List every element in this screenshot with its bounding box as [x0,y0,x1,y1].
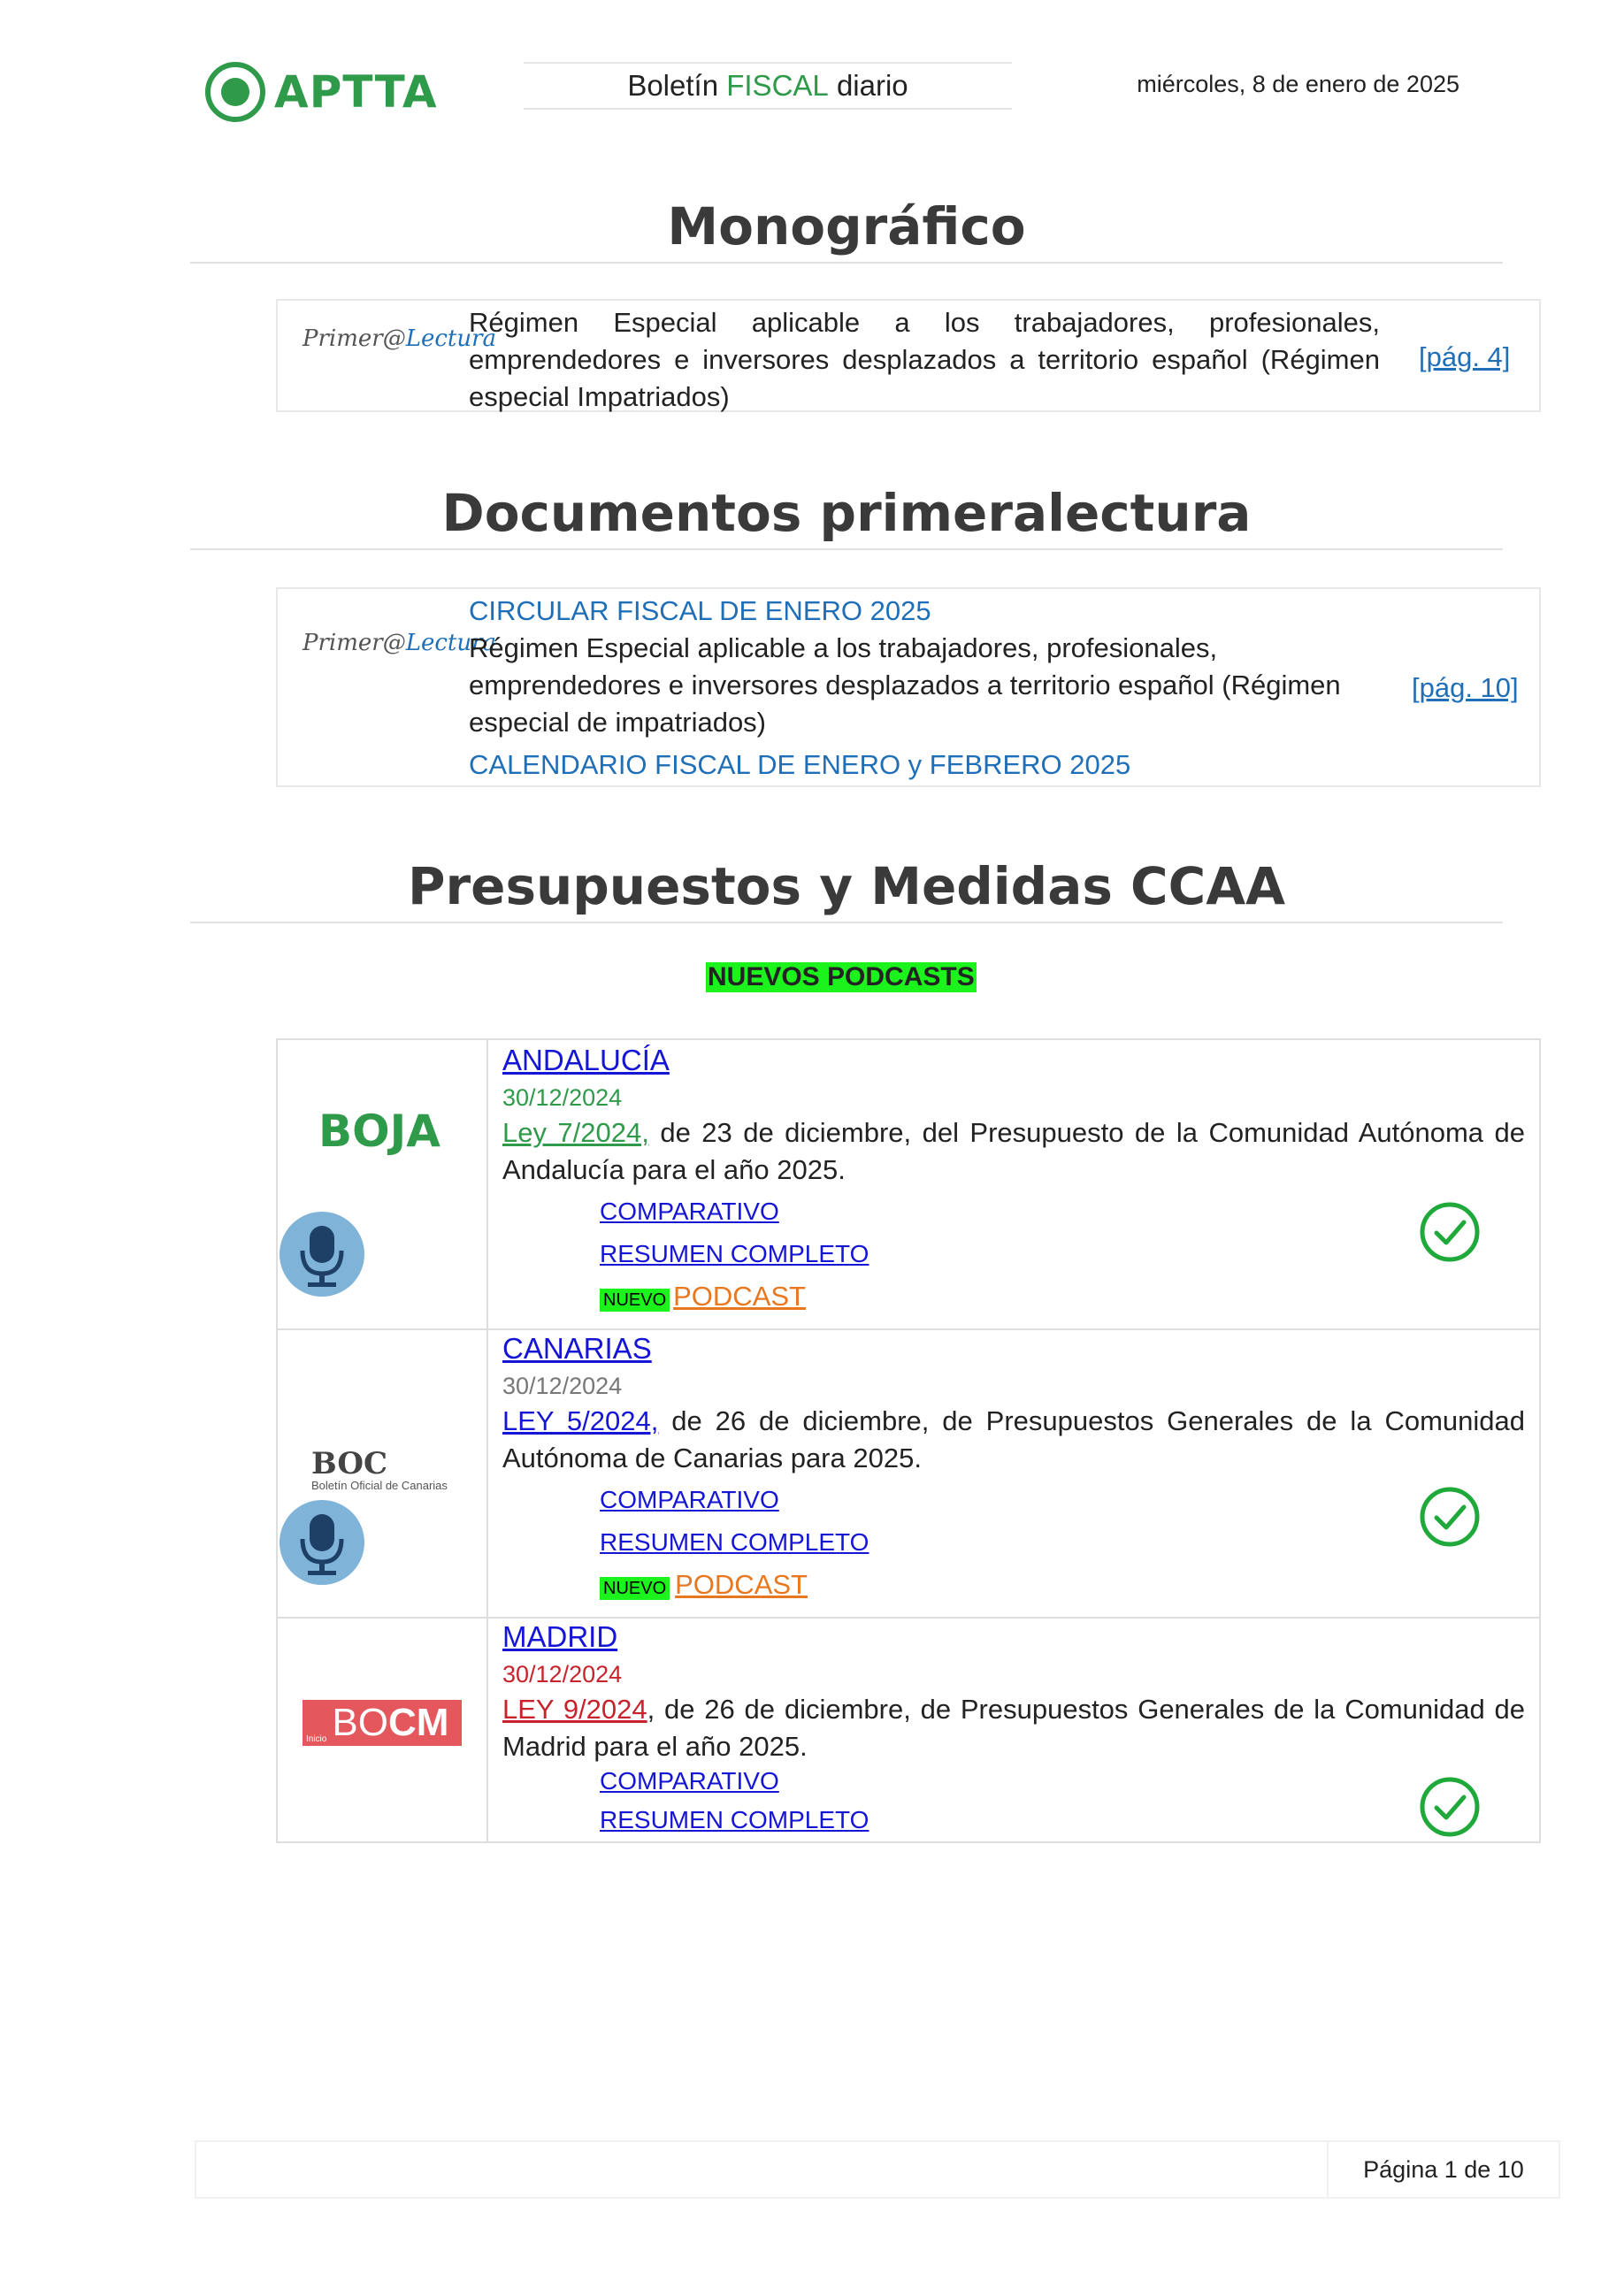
nuevos-podcasts-label: NUEVOS PODCASTS [708,962,975,991]
law-description: de 23 de diciembre, del Presupuesto de la Comunidad Autónoma de Andalucía para el año 2025. [502,1117,1525,1185]
region-link-canarias[interactable]: CANARIAS [502,1332,652,1365]
law-link[interactable]: LEY 5/2024, [502,1405,659,1436]
podcast-line [600,1281,806,1313]
bulletin-accent: FISCAL [726,69,829,102]
law-link[interactable]: Ley 7/2024, [502,1117,649,1148]
circular-fiscal-link[interactable]: CIRCULAR FISCAL DE ENERO 2025 [469,595,931,626]
page-number: Página 1 de 10 [1327,2140,1560,2199]
documentos-box [276,587,1541,787]
documentos-text: Régimen Especial aplicable a los trabajadores, profesionales, emprendedores e inversores desplazados a territorio español (Régimen especial de impatriados) [469,632,1341,738]
row-description [502,1691,1525,1765]
law-link[interactable]: LEY 9/2024 [502,1694,647,1725]
podcast-link[interactable]: PODCAST [673,1281,806,1312]
logo-text: APTTA [274,66,438,118]
row-description [502,1403,1525,1477]
podcast-line [600,1569,808,1601]
column-divider [486,1040,488,1841]
row-date: 30/12/2024 [502,1084,623,1111]
documentos-page-link[interactable]: [pág. 10] [1412,672,1519,703]
bulletin-title [524,62,1012,110]
podcast-link[interactable]: PODCAST [675,1569,808,1600]
section-title-monografico: Monográfico [190,196,1503,264]
primeralectura-logo [303,325,496,352]
comparativo-link[interactable]: COMPARATIVO [600,1486,779,1513]
row-date: 30/12/2024 [502,1661,623,1688]
bulletin-suffix: diario [828,69,908,102]
resumen-completo-link[interactable]: RESUMEN COMPLETO [600,1240,869,1267]
logo-lectura: Lectura [405,630,497,656]
section-title-presupuestos: Presupuestos y Medidas CCAA [190,856,1503,923]
check-circle-icon [1419,1201,1481,1263]
check-circle-icon [1419,1486,1481,1548]
resumen-completo-link[interactable]: RESUMEN COMPLETO [600,1806,869,1833]
row-date: 30/12/2024 [502,1373,623,1399]
row-description [502,1114,1525,1189]
nuevo-badge: NUEVO [600,1289,670,1312]
check-circle-icon [1419,1776,1481,1838]
region-link-andalucia[interactable]: ANDALUCÍA [502,1044,670,1076]
row-divider [278,1328,1539,1330]
bocm-logo-text-b: CM [387,1701,449,1744]
section-title-documentos: Documentos primeralectura [190,483,1503,550]
law-description: de 26 de diciembre, de Presupuestos Generales de la Comunidad Autónoma de Canarias para 2025. [502,1405,1526,1473]
boc-logo-subtext: Boletín Oficial de Canarias [311,1479,448,1492]
logo-lectura: Lectura [405,325,497,352]
resumen-completo-link[interactable]: RESUMEN COMPLETO [600,1528,869,1556]
law-description: , de 26 de diciembre, de Presupuestos Generales de la Comunidad de Madrid para el año 2025. [502,1694,1525,1762]
comparativo-link[interactable]: COMPARATIVO [600,1767,779,1795]
nuevo-badge: NUEVO [600,1577,670,1600]
calendario-fiscal-link[interactable]: CALENDARIO FISCAL DE ENERO y FEBRERO 2025 [469,749,1131,780]
aptta-logo [205,58,453,126]
logo-primer: Primer@ [303,630,406,656]
boc-logo-text: BOC [311,1446,388,1481]
comparativo-link[interactable]: COMPARATIVO [600,1198,779,1225]
microphone-icon [280,1212,364,1297]
monografico-page-link[interactable]: [pág. 4] [1419,341,1511,372]
primeralectura-logo [303,630,496,656]
aptta-logo-icon [205,62,265,122]
microphone-icon [280,1500,364,1585]
bocm-inicio-label: Inicio [306,1734,327,1744]
bocm-logo [303,1700,462,1746]
logo-primer: Primer@ [303,325,406,352]
ccaa-table [276,1038,1541,1843]
boc-logo [311,1446,448,1492]
bulletin-date: miércoles, 8 de enero de 2025 [1137,71,1459,97]
footer-left-box [195,2140,1329,2199]
monografico-box [276,299,1541,412]
row-divider [278,1617,1539,1619]
bocm-logo-text-a: BO [332,1701,388,1744]
region-link-madrid[interactable]: MADRID [502,1620,618,1653]
boja-logo: BOJA [318,1106,440,1157]
bulletin-prefix: Boletín [627,69,727,102]
monografico-text: Régimen Especial aplicable a los trabajadores, profesionales, emprendedores e inversores desplazados a territorio español (Régimen especial Impatriados) [469,307,1380,412]
